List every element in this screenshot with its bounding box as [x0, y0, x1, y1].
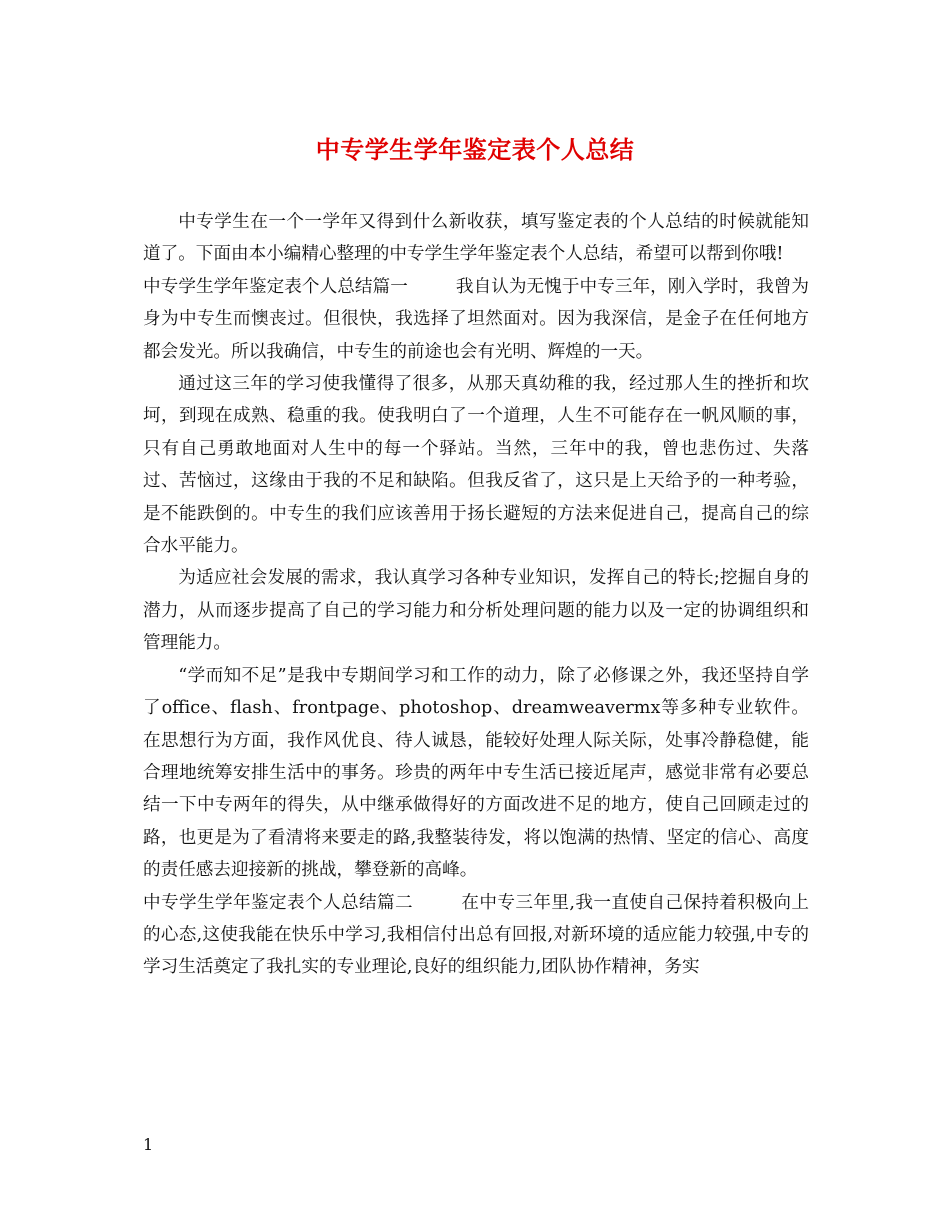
- section-heading-two: 中专学生学年鉴定表个人总结篇二: [143, 892, 413, 913]
- section-one-text: 我自认为无愧于中专三年，刚入学时，我曾为身为中专生而懊丧过。但很快，我选择了坦然面对。因为我深信，是金子在任何地方都会发光。所以我确信，中专生的前途也会有光明、辉煌的一天。: [143, 276, 809, 362]
- paragraph-intro: 中专学生在一个一学年又得到什么新收获，填写鉴定表的个人总结的时候就能知道了。下面由本小编精心整理的中专学生学年鉴定表个人总结，希望可以帮到你哦!: [143, 212, 809, 265]
- document-body: [143, 206, 809, 984]
- paragraph-growth: 通过这三年的学习使我懂得了很多，从那天真幼稚的我，经过那人生的挫折和坎坷，到现在成熟、稳重的我。使我明白了一个道理，人生不可能存在一帆风顺的事，只有自己勇敢地面对人生中的每一个驿站。当然，三年中的我，曾也悲伤过、失落过、苦恼过，这缘由于我的不足和缺陷。但我反省了，这只是上天给予的一种考验，是不能跌倒的。中专生的我们应该善用于扬长避短的方法来促进自己，提高自己的综合水平能力。: [143, 374, 809, 557]
- paragraph-section-one: [143, 271, 809, 368]
- paragraph-abilities: 为适应社会发展的需求，我认真学习各种专业知识，发挥自己的特长;挖掘自身的潜力，从而逐步提高了自己的学习能力和分析处理问题的能力以及一定的协调组织和管理能力。: [143, 568, 809, 654]
- section-heading-one: 中专学生学年鉴定表个人总结篇一: [143, 276, 408, 297]
- paragraph-section-two: [143, 887, 809, 984]
- section-two-text: 在中专三年里,我一直使自己保持着积极向上的心态,这使我能在快乐中学习,我相信付出总有回报,对新环境的适应能力较强,中专的学习生活奠定了我扎实的专业理论,良好的组织能力,团队协作精神，务实: [143, 892, 809, 978]
- page-number: 1: [143, 1135, 154, 1154]
- paragraph-self-study: “学而知不足”是我中专期间学习和工作的动力，除了必修课之外，我还坚持自学了office、flash、frontpage、photoshop、dreamweavermx等多种专业软件。在思想行为方面，我作风优良、待人诚恳，能较好处理人际关际，处事冷静稳健，能合理地统筹安排生活中的事务。珍贵的两年中专生活已接近尾声，感觉非常有必要总结一下中专两年的得失，从中继承做得好的方面改进不足的地方，使自己回顾走过的路，也更是为了看清将来要走的路,我整装待发，将以饱满的热情、坚定的信心、高度的责任感去迎接新的挑战，攀登新的高峰。: [143, 665, 809, 881]
- document-title: 中专学生学年鉴定表个人总结: [315, 136, 635, 164]
